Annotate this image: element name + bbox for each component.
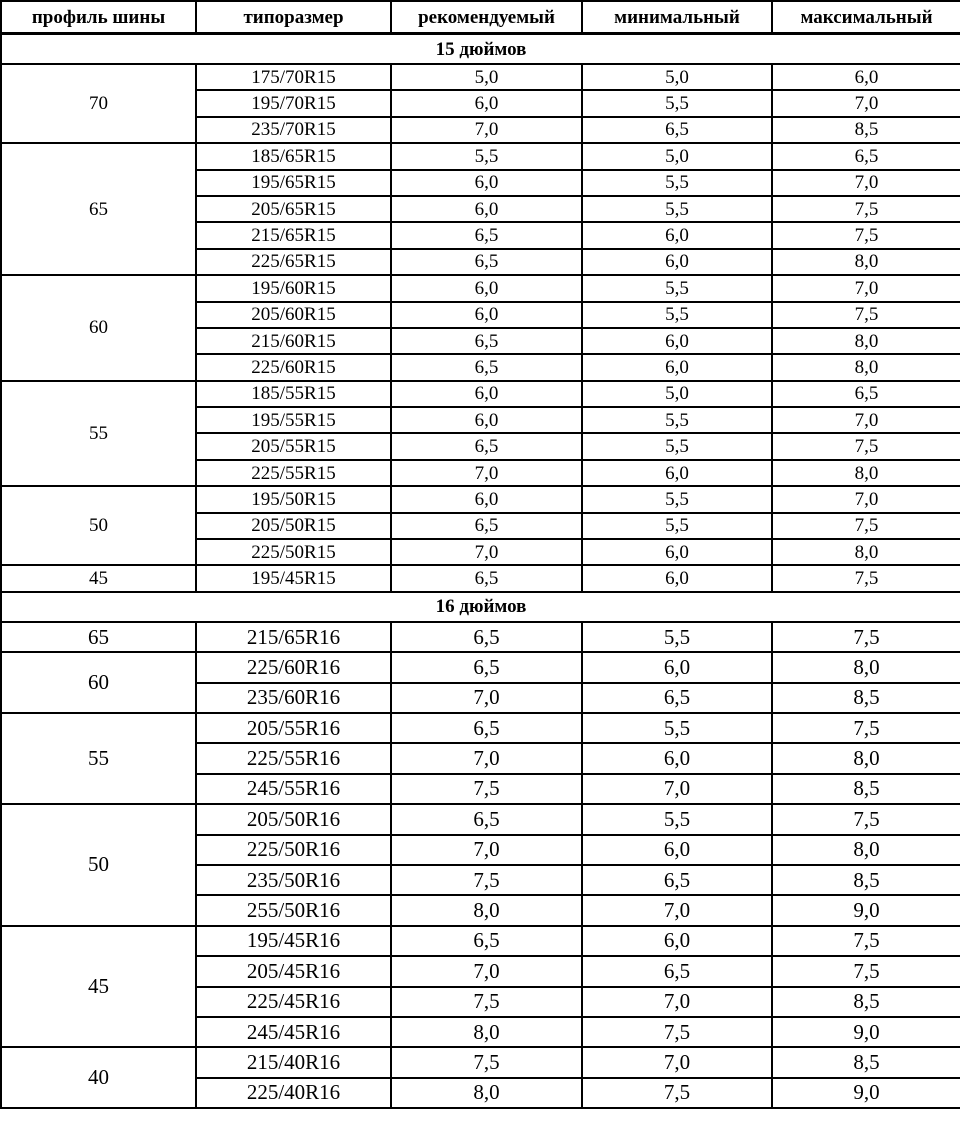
max-cell: 8,0 (772, 743, 960, 773)
size-cell: 175/70R15 (196, 64, 391, 90)
recommended-cell: 6,5 (391, 713, 582, 743)
max-cell: 7,0 (772, 486, 960, 512)
recommended-cell: 6,5 (391, 433, 582, 459)
size-cell: 225/50R16 (196, 835, 391, 865)
section-title: 15 дюймов (1, 34, 960, 65)
max-cell: 8,0 (772, 249, 960, 275)
min-cell: 5,5 (582, 170, 772, 196)
recommended-cell: 7,5 (391, 1047, 582, 1077)
size-cell: 235/50R16 (196, 865, 391, 895)
min-cell: 5,5 (582, 302, 772, 328)
recommended-cell: 8,0 (391, 1017, 582, 1047)
size-cell: 195/55R15 (196, 407, 391, 433)
size-cell: 215/65R15 (196, 222, 391, 248)
size-cell: 215/60R15 (196, 328, 391, 354)
size-cell: 225/60R15 (196, 354, 391, 380)
max-cell: 9,0 (772, 1078, 960, 1108)
min-cell: 6,0 (582, 652, 772, 682)
recommended-cell: 7,0 (391, 683, 582, 713)
recommended-cell: 8,0 (391, 895, 582, 925)
size-cell: 225/50R15 (196, 539, 391, 565)
table-row (1, 713, 960, 743)
table-row (1, 143, 960, 169)
recommended-cell: 6,0 (391, 407, 582, 433)
min-cell: 7,5 (582, 1017, 772, 1047)
size-cell: 255/50R16 (196, 895, 391, 925)
recommended-cell: 8,0 (391, 1078, 582, 1108)
min-cell: 5,5 (582, 486, 772, 512)
recommended-cell: 7,0 (391, 835, 582, 865)
section-row (1, 34, 960, 65)
min-cell: 6,0 (582, 328, 772, 354)
min-cell: 5,5 (582, 275, 772, 301)
min-cell: 5,5 (582, 713, 772, 743)
min-cell: 6,0 (582, 926, 772, 956)
min-cell: 7,0 (582, 774, 772, 804)
profile-cell: 45 (1, 926, 196, 1048)
recommended-cell: 6,0 (391, 275, 582, 301)
recommended-cell: 6,0 (391, 170, 582, 196)
table-row (1, 486, 960, 512)
max-cell: 8,5 (772, 865, 960, 895)
min-cell: 5,5 (582, 622, 772, 652)
recommended-cell: 6,0 (391, 302, 582, 328)
table-row (1, 926, 960, 956)
table-row (1, 64, 960, 90)
min-cell: 6,0 (582, 354, 772, 380)
recommended-cell: 7,5 (391, 774, 582, 804)
table-body (1, 34, 960, 1109)
max-cell: 7,0 (772, 275, 960, 301)
size-cell: 225/45R16 (196, 987, 391, 1017)
size-cell: 195/65R15 (196, 170, 391, 196)
size-cell: 185/55R15 (196, 381, 391, 407)
recommended-cell: 6,5 (391, 328, 582, 354)
size-cell: 245/45R16 (196, 1017, 391, 1047)
recommended-cell: 6,5 (391, 354, 582, 380)
recommended-cell: 6,5 (391, 622, 582, 652)
max-cell: 8,0 (772, 328, 960, 354)
recommended-cell: 6,5 (391, 926, 582, 956)
min-cell: 5,5 (582, 513, 772, 539)
profile-cell: 65 (1, 143, 196, 275)
size-cell: 225/55R15 (196, 460, 391, 486)
min-cell: 5,5 (582, 196, 772, 222)
max-cell: 8,5 (772, 774, 960, 804)
size-cell: 225/55R16 (196, 743, 391, 773)
max-cell: 6,5 (772, 381, 960, 407)
min-cell: 5,0 (582, 64, 772, 90)
max-cell: 7,5 (772, 196, 960, 222)
max-cell: 8,0 (772, 835, 960, 865)
max-cell: 7,5 (772, 222, 960, 248)
max-cell: 9,0 (772, 1017, 960, 1047)
max-cell: 7,5 (772, 804, 960, 834)
recommended-cell: 6,5 (391, 222, 582, 248)
max-cell: 8,0 (772, 354, 960, 380)
max-cell: 7,5 (772, 565, 960, 591)
min-cell: 6,5 (582, 683, 772, 713)
table-row (1, 565, 960, 591)
size-cell: 225/65R15 (196, 249, 391, 275)
min-cell: 6,5 (582, 117, 772, 143)
size-cell: 195/45R16 (196, 926, 391, 956)
max-cell: 8,5 (772, 1047, 960, 1077)
min-cell: 7,0 (582, 895, 772, 925)
recommended-cell: 6,0 (391, 381, 582, 407)
size-cell: 205/50R15 (196, 513, 391, 539)
min-cell: 7,0 (582, 1047, 772, 1077)
profile-cell: 40 (1, 1047, 196, 1108)
size-cell: 245/55R16 (196, 774, 391, 804)
header-max: максимальный (772, 1, 960, 34)
min-cell: 6,0 (582, 222, 772, 248)
table-row (1, 804, 960, 834)
max-cell: 8,5 (772, 117, 960, 143)
size-cell: 215/40R16 (196, 1047, 391, 1077)
recommended-cell: 6,5 (391, 652, 582, 682)
profile-cell: 45 (1, 565, 196, 591)
max-cell: 8,0 (772, 539, 960, 565)
max-cell: 7,5 (772, 713, 960, 743)
table-row (1, 1047, 960, 1077)
recommended-cell: 6,5 (391, 804, 582, 834)
section-row (1, 592, 960, 622)
recommended-cell: 6,5 (391, 249, 582, 275)
size-cell: 205/55R15 (196, 433, 391, 459)
size-cell: 205/55R16 (196, 713, 391, 743)
size-cell: 195/70R15 (196, 90, 391, 116)
recommended-cell: 6,0 (391, 196, 582, 222)
section-title: 16 дюймов (1, 592, 960, 622)
max-cell: 7,5 (772, 956, 960, 986)
min-cell: 5,5 (582, 90, 772, 116)
recommended-cell: 6,5 (391, 513, 582, 539)
min-cell: 5,5 (582, 804, 772, 834)
size-cell: 205/60R15 (196, 302, 391, 328)
recommended-cell: 7,5 (391, 987, 582, 1017)
max-cell: 7,5 (772, 926, 960, 956)
profile-cell: 60 (1, 275, 196, 381)
recommended-cell: 6,5 (391, 565, 582, 591)
header-row (1, 1, 960, 34)
max-cell: 7,5 (772, 302, 960, 328)
min-cell: 5,5 (582, 433, 772, 459)
max-cell: 6,0 (772, 64, 960, 90)
min-cell: 7,5 (582, 1078, 772, 1108)
max-cell: 6,5 (772, 143, 960, 169)
table-row (1, 381, 960, 407)
min-cell: 5,5 (582, 407, 772, 433)
size-cell: 195/45R15 (196, 565, 391, 591)
size-cell: 235/60R16 (196, 683, 391, 713)
table-row (1, 622, 960, 652)
min-cell: 6,0 (582, 460, 772, 486)
min-cell: 6,0 (582, 743, 772, 773)
header-min: минимальный (582, 1, 772, 34)
recommended-cell: 7,0 (391, 539, 582, 565)
size-cell: 215/65R16 (196, 622, 391, 652)
min-cell: 5,0 (582, 381, 772, 407)
recommended-cell: 7,0 (391, 117, 582, 143)
recommended-cell: 5,0 (391, 64, 582, 90)
size-cell: 195/60R15 (196, 275, 391, 301)
min-cell: 6,0 (582, 249, 772, 275)
size-cell: 195/50R15 (196, 486, 391, 512)
profile-cell: 70 (1, 64, 196, 143)
profile-cell: 50 (1, 804, 196, 926)
max-cell: 7,5 (772, 622, 960, 652)
size-cell: 225/40R16 (196, 1078, 391, 1108)
recommended-cell: 6,0 (391, 486, 582, 512)
recommended-cell: 5,5 (391, 143, 582, 169)
max-cell: 8,0 (772, 460, 960, 486)
size-cell: 205/65R15 (196, 196, 391, 222)
min-cell: 6,5 (582, 865, 772, 895)
recommended-cell: 6,0 (391, 90, 582, 116)
recommended-cell: 7,5 (391, 865, 582, 895)
profile-cell: 55 (1, 713, 196, 804)
profile-cell: 60 (1, 652, 196, 713)
header-recommended: рекомендуемый (391, 1, 582, 34)
recommended-cell: 7,0 (391, 956, 582, 986)
size-cell: 205/45R16 (196, 956, 391, 986)
recommended-cell: 7,0 (391, 460, 582, 486)
min-cell: 5,0 (582, 143, 772, 169)
size-cell: 185/65R15 (196, 143, 391, 169)
max-cell: 7,0 (772, 90, 960, 116)
recommended-cell: 7,0 (391, 743, 582, 773)
profile-cell: 50 (1, 486, 196, 565)
size-cell: 235/70R15 (196, 117, 391, 143)
profile-cell: 55 (1, 381, 196, 487)
min-cell: 6,0 (582, 835, 772, 865)
min-cell: 6,0 (582, 565, 772, 591)
max-cell: 7,0 (772, 170, 960, 196)
max-cell: 8,0 (772, 652, 960, 682)
size-cell: 225/60R16 (196, 652, 391, 682)
min-cell: 6,5 (582, 956, 772, 986)
header-profile: профиль шины (1, 1, 196, 34)
max-cell: 7,5 (772, 433, 960, 459)
profile-cell: 65 (1, 622, 196, 652)
max-cell: 8,5 (772, 683, 960, 713)
max-cell: 7,0 (772, 407, 960, 433)
max-cell: 8,5 (772, 987, 960, 1017)
table-row (1, 652, 960, 682)
min-cell: 6,0 (582, 539, 772, 565)
header-size: типоразмер (196, 1, 391, 34)
size-cell: 205/50R16 (196, 804, 391, 834)
min-cell: 7,0 (582, 987, 772, 1017)
max-cell: 9,0 (772, 895, 960, 925)
table-row (1, 275, 960, 301)
max-cell: 7,5 (772, 513, 960, 539)
